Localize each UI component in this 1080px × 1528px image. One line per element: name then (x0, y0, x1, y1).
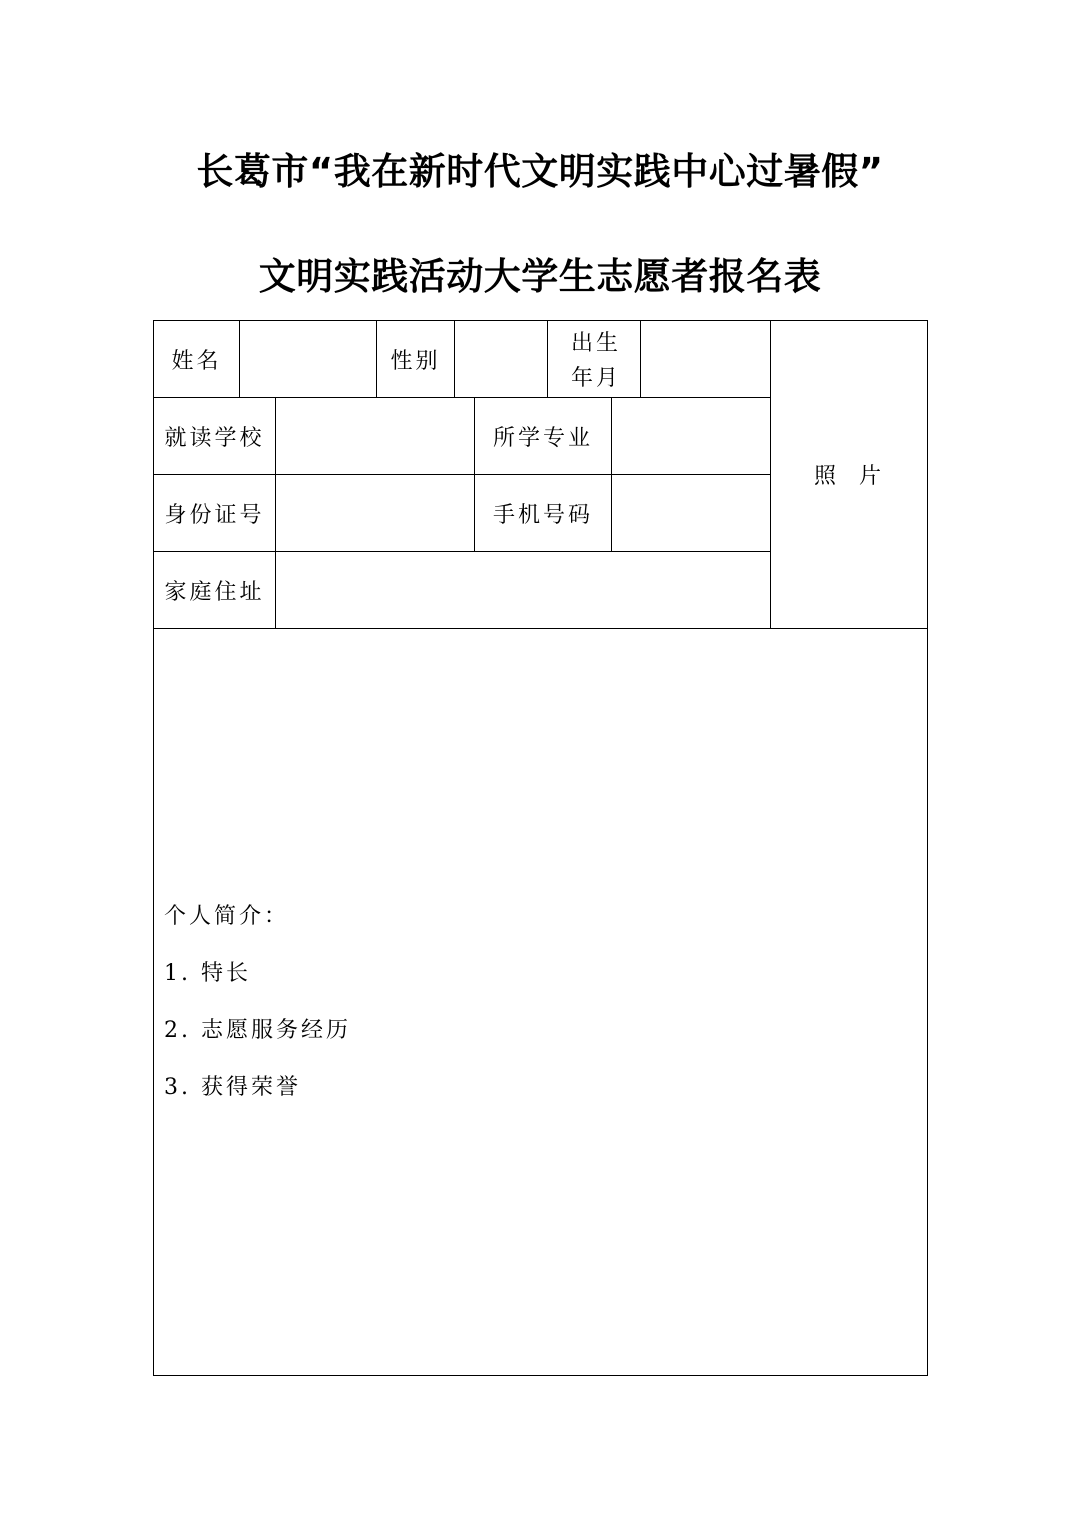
intro-heading: 个人简介： (164, 904, 290, 929)
photo-label: 照 片 (814, 464, 884, 489)
name-field[interactable] (240, 321, 376, 397)
birth-label-line-2: 年月 (571, 366, 622, 391)
registration-form-table (153, 320, 928, 1376)
form-title-line-2: 文明实践活动大学生志愿者报名表 (258, 255, 822, 298)
school-field[interactable] (276, 398, 474, 474)
phone-field[interactable] (612, 475, 770, 551)
id-number-label: 身份证号 (164, 502, 265, 528)
school-label: 就读学校 (164, 425, 265, 451)
intro-section[interactable] (154, 629, 927, 1375)
address-field[interactable] (276, 552, 770, 628)
major-field[interactable] (612, 398, 770, 474)
form-title-line-1: 长葛市“我在新时代文明实践中心过暑假” (196, 150, 884, 193)
birth-date-field[interactable] (641, 321, 770, 397)
phone-label: 手机号码 (492, 502, 593, 528)
birth-label-line-1: 出生 (571, 331, 622, 356)
photo-area[interactable] (771, 321, 927, 628)
id-number-field[interactable] (276, 475, 474, 551)
major-label: 所学专业 (492, 425, 593, 451)
intro-item-honors: 3. 获得荣誉 (164, 1075, 301, 1100)
gender-label: 性别 (390, 348, 441, 374)
intro-item-specialty: 1. 特长 (164, 961, 251, 986)
gender-field[interactable] (455, 321, 547, 397)
name-label: 姓名 (171, 348, 222, 374)
intro-item-volunteer-experience: 2. 志愿服务经历 (164, 1018, 351, 1043)
address-label: 家庭住址 (164, 579, 265, 605)
